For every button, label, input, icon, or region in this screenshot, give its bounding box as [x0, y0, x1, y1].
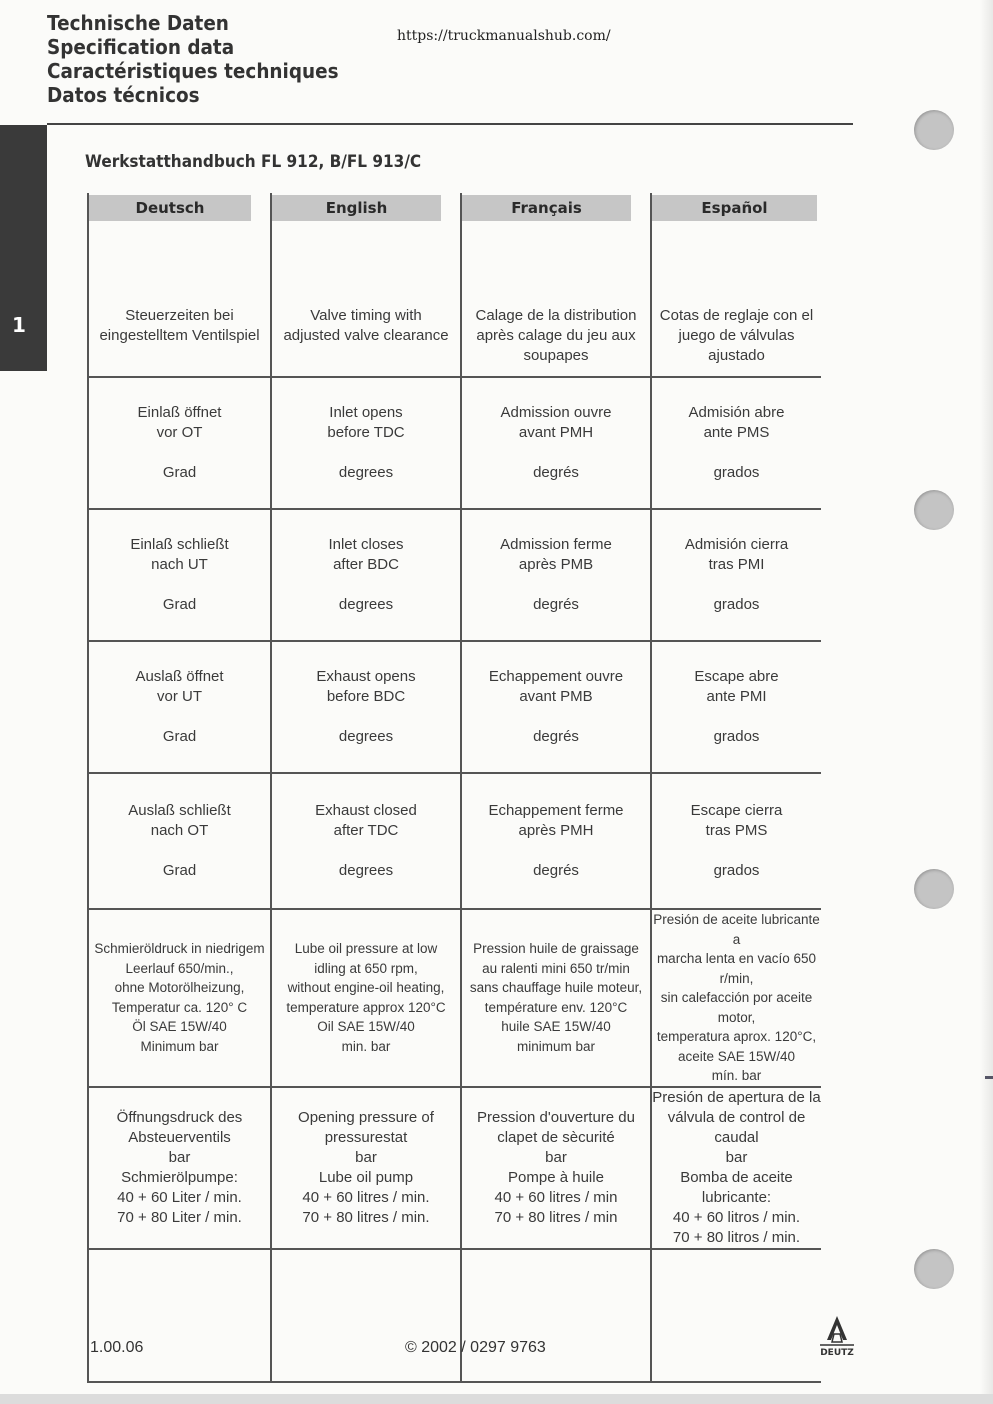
table-cell: Inlet opens before TDC degrees	[271, 377, 461, 509]
table-cell: Exhaust closed after TDC degrees	[271, 773, 461, 909]
table-cell: Steuerzeiten bei eingestelltem Ventilspiel	[88, 221, 271, 377]
logo-text: DEUTZ	[820, 1348, 854, 1358]
table-header-row	[88, 193, 821, 221]
table-cell: Pression d'ouverture du clapet de sècurité bar Pompe à huile 40 + 60 litres / min 70 + 80 litres / min	[461, 1087, 651, 1249]
table-cell: Admisión abre ante PMS grados	[651, 377, 821, 509]
table-cell: Einlaß schließt nach UT Grad	[88, 509, 271, 641]
column-header-label: English	[272, 195, 441, 221]
table-cell	[88, 1249, 271, 1382]
table-cell: Calage de la distribution après calage du jeu aux soupapes	[461, 221, 651, 377]
spec-table	[87, 193, 821, 1383]
table-row	[88, 1087, 821, 1249]
table-cell: Auslaß schließt nach OT Grad	[88, 773, 271, 909]
table-row	[88, 1249, 821, 1382]
table-cell: Pression huile de graissage au ralenti mini 650 tr/min sans chauffage huile moteur, température env. 120°C huile SAE 15W/40 minimum bar	[461, 909, 651, 1087]
header-title-en: Specification data	[47, 35, 235, 59]
section-tab	[0, 125, 47, 371]
manual-title: Werkstatthandbuch FL 912, B/FL 913/C	[85, 152, 422, 172]
header-title-de: Technische Daten	[47, 11, 229, 35]
column-header	[461, 193, 651, 221]
page-bottom-edge	[0, 1394, 993, 1404]
table-cell: Inlet closes after BDC degrees	[271, 509, 461, 641]
table-cell: Echappement ouvre avant PMB degrés	[461, 641, 651, 773]
column-header-label: Deutsch	[89, 195, 251, 221]
document-header	[47, 11, 339, 107]
table-cell: Lube oil pressure at low idling at 650 rpm, without engine-oil heating, temperature approx 120°C Oil SAE 15W/40 min. bar	[271, 909, 461, 1087]
table-cell: Admisión cierra tras PMI grados	[651, 509, 821, 641]
header-title-es: Datos técnicos	[47, 83, 200, 107]
column-header	[651, 193, 821, 221]
table-cell: Escape cierra tras PMS grados	[651, 773, 821, 909]
column-header	[88, 193, 271, 221]
binder-hole	[914, 490, 954, 530]
table-cell: Presión de aceite lubricante a marcha lenta en vacío 650 r/min, sin calefacción por aceite motor, temperatura aprox. 120°C, aceite SAE 15W/40 mín. bar	[651, 909, 821, 1087]
table-cell: Schmieröldruck in niedrigem Leerlauf 650/min., ohne Motorölheizung, Temperatur ca. 120° C Öl SAE 15W/40 Minimum bar	[88, 909, 271, 1087]
table-row	[88, 377, 821, 509]
copyright-notice: © 2002 / 0297 9763	[405, 1339, 546, 1356]
table-cell: Escape abre ante PMI grados	[651, 641, 821, 773]
section-tab-number: 1	[12, 313, 26, 337]
table-cell: Auslaß öffnet vor UT Grad	[88, 641, 271, 773]
table-cell: Valve timing with adjusted valve clearance	[271, 221, 461, 377]
binder-hole	[914, 110, 954, 150]
table-cell: Presión de apertura de la válvula de control de caudal bar Bomba de aceite lubricante: 40 + 60 litros / min. 70 + 80 litros / min.	[651, 1087, 821, 1249]
table-cell: Admission ferme après PMB degrés	[461, 509, 651, 641]
table-cell	[271, 1249, 461, 1382]
binder-hole	[914, 869, 954, 909]
table-row	[88, 641, 821, 773]
table-cell: Opening pressure of pressurestat bar Lube oil pump 40 + 60 litres / min. 70 + 80 litres / min.	[271, 1087, 461, 1249]
table-cell: Öffnungsdruck des Absteuerventils bar Schmierölpumpe: 40 + 60 Liter / min. 70 + 80 Liter / min.	[88, 1087, 271, 1249]
binder-hole	[914, 1249, 954, 1289]
page-edge-mark	[985, 1076, 993, 1079]
table-cell: Echappement ferme après PMH degrés	[461, 773, 651, 909]
header-title-fr: Caractéristiques techniques	[47, 59, 339, 83]
table-row	[88, 509, 821, 641]
column-header-label: Français	[462, 195, 631, 221]
page-edge-shadow	[980, 0, 993, 1404]
table-cell: Exhaust opens before BDC degrees	[271, 641, 461, 773]
page-code: 1.00.06	[90, 1339, 144, 1356]
column-header	[271, 193, 461, 221]
table-cell	[461, 1249, 651, 1382]
table-row	[88, 221, 821, 377]
deutz-logo-icon	[816, 1312, 858, 1358]
table-cell: Admission ouvre avant PMH degrés	[461, 377, 651, 509]
table-cell: Einlaß öffnet vor OT Grad	[88, 377, 271, 509]
table-cell	[651, 1249, 821, 1382]
source-url[interactable]: https://truckmanualshub.com/	[397, 28, 611, 44]
header-divider	[47, 123, 853, 125]
column-header-label: Español	[652, 195, 817, 221]
table-row	[88, 909, 821, 1087]
table-row	[88, 773, 821, 909]
table-cell: Cotas de reglaje con el juego de válvulas ajustado	[651, 221, 821, 377]
